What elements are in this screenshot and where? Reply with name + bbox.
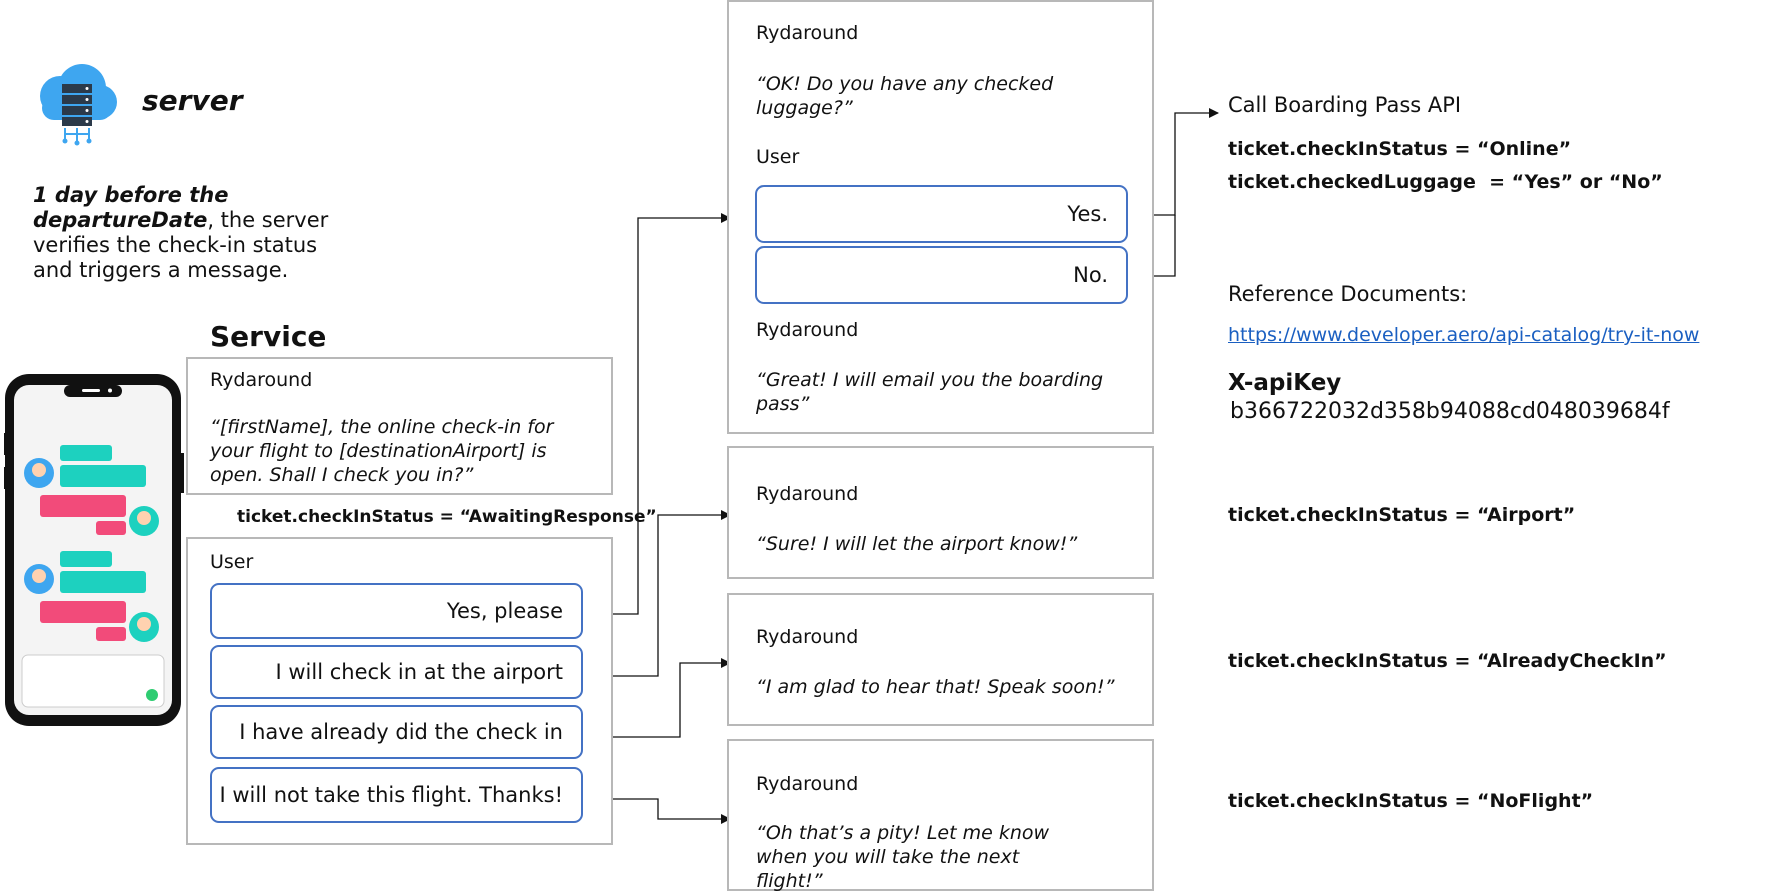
already-bot-name: Rydaround: [756, 626, 859, 648]
server-description-bold: 1 day before the departureDate: [33, 183, 229, 232]
yes-bot-name: Rydaround: [756, 22, 859, 44]
service-label: Service: [210, 320, 327, 353]
option-yes-please[interactable]: Yes, please: [210, 583, 583, 639]
status-airport: ticket.checkInStatus = “Airport”: [1228, 504, 1576, 526]
service-message: “[firstName], the online check-in for your flight to [destinationAirport] is open. Shall I check you in?”: [210, 416, 554, 486]
phone-illustration: [4, 373, 184, 728]
airport-bot-name: Rydaround: [756, 483, 859, 505]
api-key-value: b366722032d358b94088cd048039684f: [1230, 399, 1670, 424]
noflight-reply: “Oh that’s a pity! Let me know when you will take the next flight!”: [756, 822, 1050, 892]
option-check-in-airport[interactable]: I will check in at the airport: [210, 645, 583, 699]
luggage-no-button[interactable]: No.: [755, 246, 1128, 304]
already-reply: “I am glad to hear that! Speak soon!”: [756, 676, 1115, 698]
option-already-checked-in[interactable]: I have already did the check in: [210, 705, 583, 759]
status-online: ticket.checkInStatus = “Online”: [1228, 138, 1572, 160]
yes-question: “OK! Do you have any checked luggage?”: [756, 73, 1054, 119]
reference-documents-label: Reference Documents:: [1228, 282, 1468, 306]
option-no-flight[interactable]: I will not take this flight. Thanks!: [210, 767, 583, 823]
luggage-yes-button[interactable]: Yes.: [755, 185, 1128, 243]
response-noflight-box: [727, 739, 1154, 891]
service-bot-name: Rydaround: [210, 369, 313, 391]
service-message-box: [186, 357, 613, 495]
server-description-rest: , the server verifies the check-in status and triggers a message.: [33, 208, 329, 282]
checked-luggage: ticket.checkedLuggage = “Yes” or “No”: [1228, 171, 1663, 193]
reference-link[interactable]: https://www.developer.aero/api-catalog/try-it-now: [1228, 324, 1700, 346]
status-awaiting: ticket.checkInStatus = “AwaitingResponse”: [237, 507, 657, 527]
server-cloud-icon: [30, 60, 120, 146]
noflight-bot-name: Rydaround: [756, 773, 859, 795]
server-label: server: [142, 84, 243, 117]
yes-reply: “Great! I will email you the boarding pass”: [756, 369, 1104, 415]
response-airport-box: [727, 446, 1154, 579]
api-key-label: X-apiKey: [1228, 370, 1342, 396]
server-description: [33, 183, 333, 283]
yes-bot-name-2: Rydaround: [756, 319, 859, 341]
response-already-box: [727, 593, 1154, 726]
yes-user-label: User: [756, 146, 800, 168]
status-noflight: ticket.checkInStatus = “NoFlight”: [1228, 790, 1594, 812]
status-already-checkin: ticket.checkInStatus = “AlreadyCheckIn”: [1228, 650, 1667, 672]
user-label: User: [210, 551, 254, 573]
airport-reply: “Sure! I will let the airport know!”: [756, 533, 1078, 555]
api-call-label: Call Boarding Pass API: [1228, 93, 1462, 117]
